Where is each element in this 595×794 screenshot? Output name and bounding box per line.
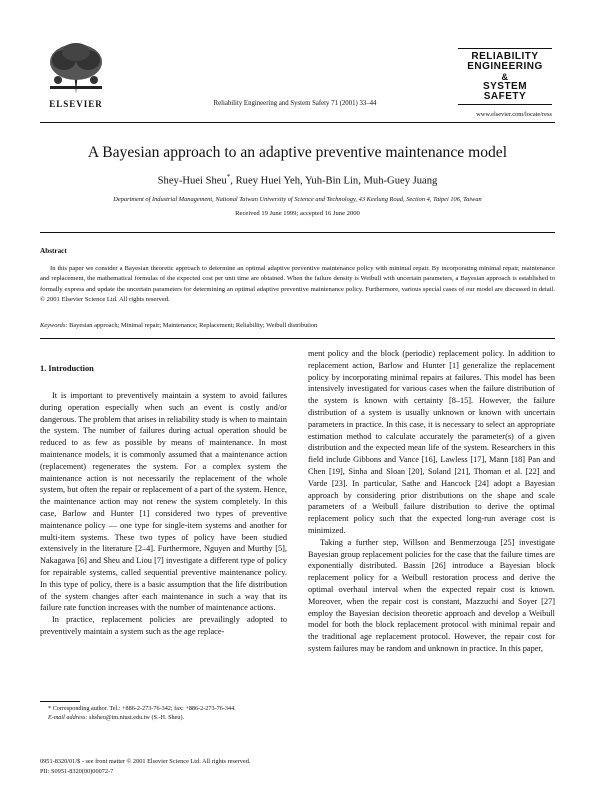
journal-citation: Reliability Engineering and System Safety 71 (2001) 33–44: [213, 100, 377, 107]
corresponding-author-mark: *: [226, 173, 231, 181]
left-column: [40, 390, 287, 638]
journal-logo-line: RELIABILITY: [471, 51, 539, 62]
publisher-name: ELSEVIER: [49, 99, 103, 109]
keywords-label: Keywords:: [40, 322, 68, 329]
abstract-text: In this paper we consider a Bayesian theoretic approach to determine an optimal adaptive preventive maintenance policy with minimal repair. By incorporating minimal repair, maintenance and replacement, the mathematical formulas of the expected cost per unit time are obtained. When the failure density is Weibull with uncertain parameters, a Bayesian approach is established to formally express and update the uncertain parameters for determining an optimal adaptive preventive maintenance policy. Furthermore, various special cases of our model are discussed in detail. © 2001 Elsevier Science Ltd. All rights reserved.: [40, 265, 555, 304]
journal-logo-line: &: [501, 72, 509, 82]
tree-icon: [46, 40, 106, 96]
keywords-list: Bayesian approach; Minimal repair; Maintenance; Replacement; Reliability; Weibull distribution: [67, 322, 318, 329]
paragraph: Taking a further step, Willson and Benmerzouga [25] investigate Bayesian group replacement policies for the case that the failure times are exponentially distributed. Bassin [26] introduce a Bayesian block replacement policy for a Weibull restoration process and derive the optimal overhaul interval when the expected repair cost is known. Moreover, when the repair cost is constant, Mazzuchi and Soyer [27] employ the Bayesian decision theoretic approach and develop a Weibull model for both the block replacement protocol with minimal repair and the traditional age replacement protocol. However, the repair cost for system failures may be random and unknown in practice. In this paper,: [308, 537, 555, 653]
abstract-heading: Abstract: [40, 247, 67, 255]
keywords: [40, 322, 555, 329]
header-divider: [40, 122, 555, 123]
pii-line: PII: S0951-8320(00)00072-7: [40, 768, 114, 775]
journal-logo-line: SAFETY: [483, 91, 527, 102]
footnote: [40, 705, 287, 722]
footnote-divider: [40, 701, 80, 702]
paragraph: ment policy and the block (periodic) replacement policy. In addition to replacement action, Barlow and Hunter [1] generalize the replacement policy by incorporating minimal repairs at failures. This model has been intensively investigated for various cases when the failure distribution of the system is known with certainty [8–15]. However, the failure distribution of a system is usually unknown or known with uncertain parameters in practice. In this case, it is necessary to select an appropriate estimation method to calculate accurately the parameter(s) of a given distribution and the expected mean life of the system. Researchers in this field include Gibbons and Vance [16], Lawless [17], Mann [18] Pan and Chen [19], Sinha and Sloan [20], Soland [21], Thoman et al. [22] and Varde [23]. In particular, Sathe and Hancock [24] adopt a Bayesian approach by considering prior distributions on the shape and scale parameters of a Weibull failure distribution to derive the optimal replacement policy such that the expected long-run average cost is minimized.: [308, 349, 555, 535]
journal-logo-line: ENGINEERING: [467, 61, 543, 72]
received-dates: Received 19 June 1999; accepted 16 June 2000: [235, 210, 360, 217]
author-affiliation: Department of Industrial Management, National Taiwan University of Science and Technology, 43 Keelung Road, Section 4, Taipei 106, Taiwan: [113, 196, 482, 203]
author-name: Shey-Huei Sheu: [157, 175, 227, 187]
copyright-line: 0951-8320/01/$ - see front matter © 2001 Elsevier Science Ltd. All rights reserved.: [40, 758, 251, 765]
paragraph: It is important to preventively maintain a system to avoid failures during operation especially when such an event is costly and/or dangerous. The problem that arises in reliability study is when to maintain the system. The number of failures during actual operation should be reduced to as few as possible by means of maintenance. In most maintenance models, it is commonly assumed that a maintenance action (replacement) regenerates the system. For a complex system the maintenance action is not necessarily the replacement of the whole system, but often the repair or replacement of a part of the system. Hence, the maintenance action may not renew the system completely. In this case, Barlow and Hunter [1] considered two types of preventive maintenance policy — one type for single-item systems and another for multi-item systems. These two types of policy have been studied extensively in the literature [2–4]. Furthermore, Nguyen and Murthy [5], Nakagawa [6] and Sheu and Liou [7] investigate a different type of policy for repairable systems, called sequential preventive maintenance policy. In this type of policy, there is a basic assumption that the life distribution of the system changes after each maintenance in such a way that its failure rate function increases with the number of maintenance actions.: [40, 391, 287, 613]
email-label: E-mail address:: [48, 713, 88, 721]
journal-logo-line: SYSTEM: [482, 81, 528, 92]
section-heading: 1. Introduction: [40, 364, 94, 373]
journal-logo: [458, 48, 552, 105]
article-title: A Bayesian approach to an adaptive preventive maintenance model: [87, 144, 508, 161]
author-list: [40, 173, 555, 187]
paragraph: In practice, replacement policies are prevailingly adopted to preventively maintain a system such as the age replace-: [40, 615, 287, 636]
abstract-divider: [40, 338, 555, 339]
author-names-rest: , Ruey Huei Yeh, Yuh-Bin Lin, Muh-Guey Juang: [230, 175, 438, 187]
title-divider: [40, 232, 555, 233]
right-column: [308, 348, 555, 655]
journal-url-link[interactable]: www.elsevier.com/locate/ress: [476, 111, 552, 118]
corresponding-author-note: * Corresponding author. Tel.: +886-2-273-76-342; fax: +886-2-273-76-344.: [48, 705, 236, 712]
email-note: [40, 714, 287, 723]
email-address[interactable]: shsheu@im.ntust.edu.tw (S.-H. Sheu).: [87, 713, 185, 721]
